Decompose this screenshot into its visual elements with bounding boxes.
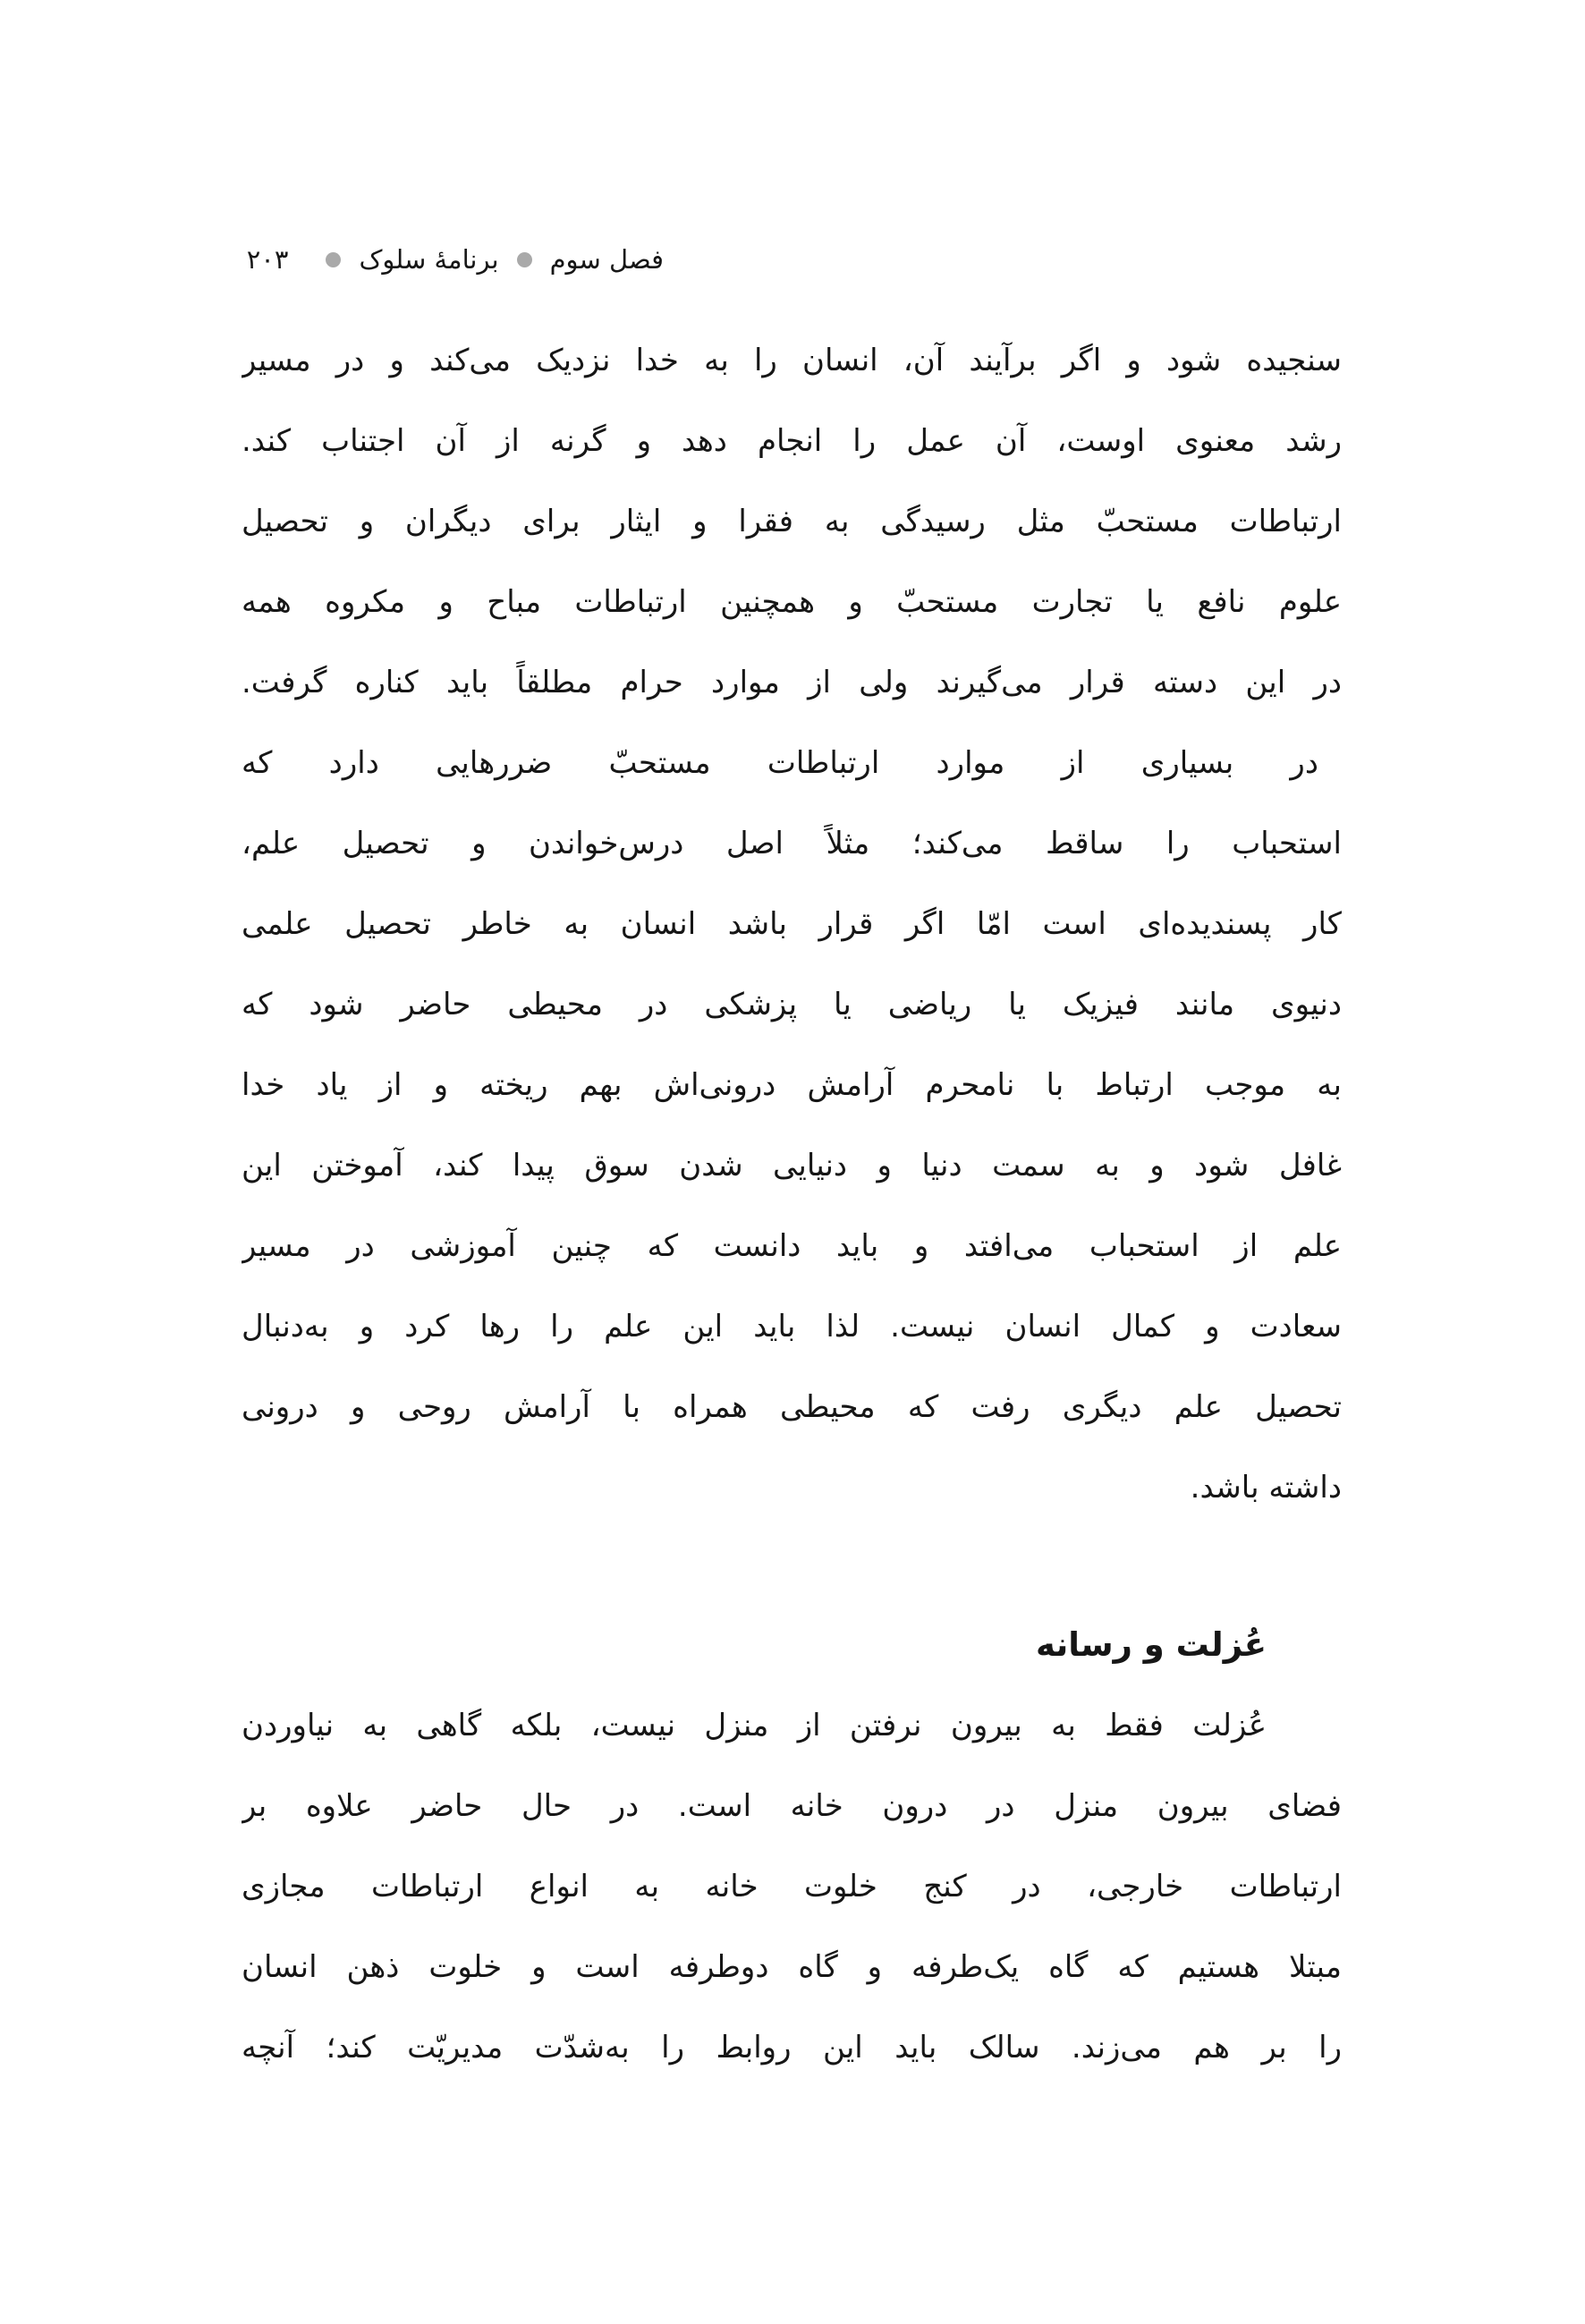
text-line: در بسیاری از موارد ارتباطات مستحبّ ضررهایی دارد که [242, 745, 1318, 781]
text-line: غافل شود و به سمت دنیا و دنیایی شدن سوق پیدا کند، آموختن این [242, 1148, 1342, 1183]
text-line: سعادت و کمال انسان نیست. لذا باید این علم را رها کرد و به‌دنبال [242, 1309, 1342, 1344]
text-line: کار پسندیده‌ای است امّا اگر قرار باشد انسان به خاطر تحصیل علمی [242, 906, 1342, 942]
text-line: ارتباطات خارجی، در کنج خلوت خانه به انواع ارتباطات مجازی [242, 1869, 1342, 1904]
text-line: استحباب را ساقط می‌کند؛ مثلاً اصل درس‌خواندن و تحصیل علم، [242, 826, 1342, 861]
text-line: در این دسته قرار می‌گیرند ولی از موارد حرام مطلقاً باید کناره گرفت. [242, 665, 1342, 700]
text-line: علوم نافع یا تجارت مستحبّ و همچنین ارتباطات مباح و مکروه همه [242, 584, 1342, 620]
text-line: دنیوی مانند فیزیک یا ریاضی یا پزشکی در محیطی حاضر شود که [242, 987, 1342, 1022]
text-line: سنجیده شود و اگر برآیند آن، انسان را به خدا نزدیک می‌کند و در مسیر [242, 343, 1342, 378]
chapter-title: فصل سوم [549, 244, 664, 275]
text-line: داشته باشد. [1190, 1470, 1342, 1506]
page-number: ۲۰۳ [246, 244, 289, 275]
text-line: رشد معنوی اوست، آن عمل را انجام دهد و گرنه از آن اجتناب کند. [242, 423, 1342, 459]
text-line: ارتباطات مستحبّ مثل رسیدگی به فقرا و ایثار برای دیگران و تحصیل [242, 504, 1342, 539]
section-title: برنامهٔ سلوک [359, 244, 499, 275]
text-line: را بر هم می‌زند. سالک باید این روابط را به‌شدّت مدیریّت کند؛ آنچه [242, 2030, 1342, 2065]
text-line: مبتلا هستیم که گاه یک‌طرفه و گاه دوطرفه است و خلوت ذهن انسان [242, 1949, 1342, 1985]
text-line: تحصیل علم دیگری رفت که محیطی همراه با آرامش روحی و درونی [242, 1389, 1342, 1425]
bullet-separator-icon [517, 252, 532, 267]
text-line: به موجب ارتباط با نامحرم آرامش درونی‌اش بهم ریخته و از یاد خدا [242, 1067, 1342, 1103]
text-line: عُزلت فقط به بیرون نرفتن از منزل نیست، بلکه گاهی به نیاوردن [242, 1708, 1267, 1743]
section-heading: عُزلت و رسانه [1035, 1625, 1267, 1664]
text-block [242, 320, 1342, 2088]
text-line: فضای بیرون منزل در درون خانه است. در حال حاضر علاوه بر [242, 1788, 1342, 1824]
running-header [246, 234, 664, 284]
text-line: علم از استحباب می‌افتد و باید دانست که چنین آموزشی در مسیر [242, 1228, 1342, 1264]
bullet-separator-icon [326, 252, 341, 267]
